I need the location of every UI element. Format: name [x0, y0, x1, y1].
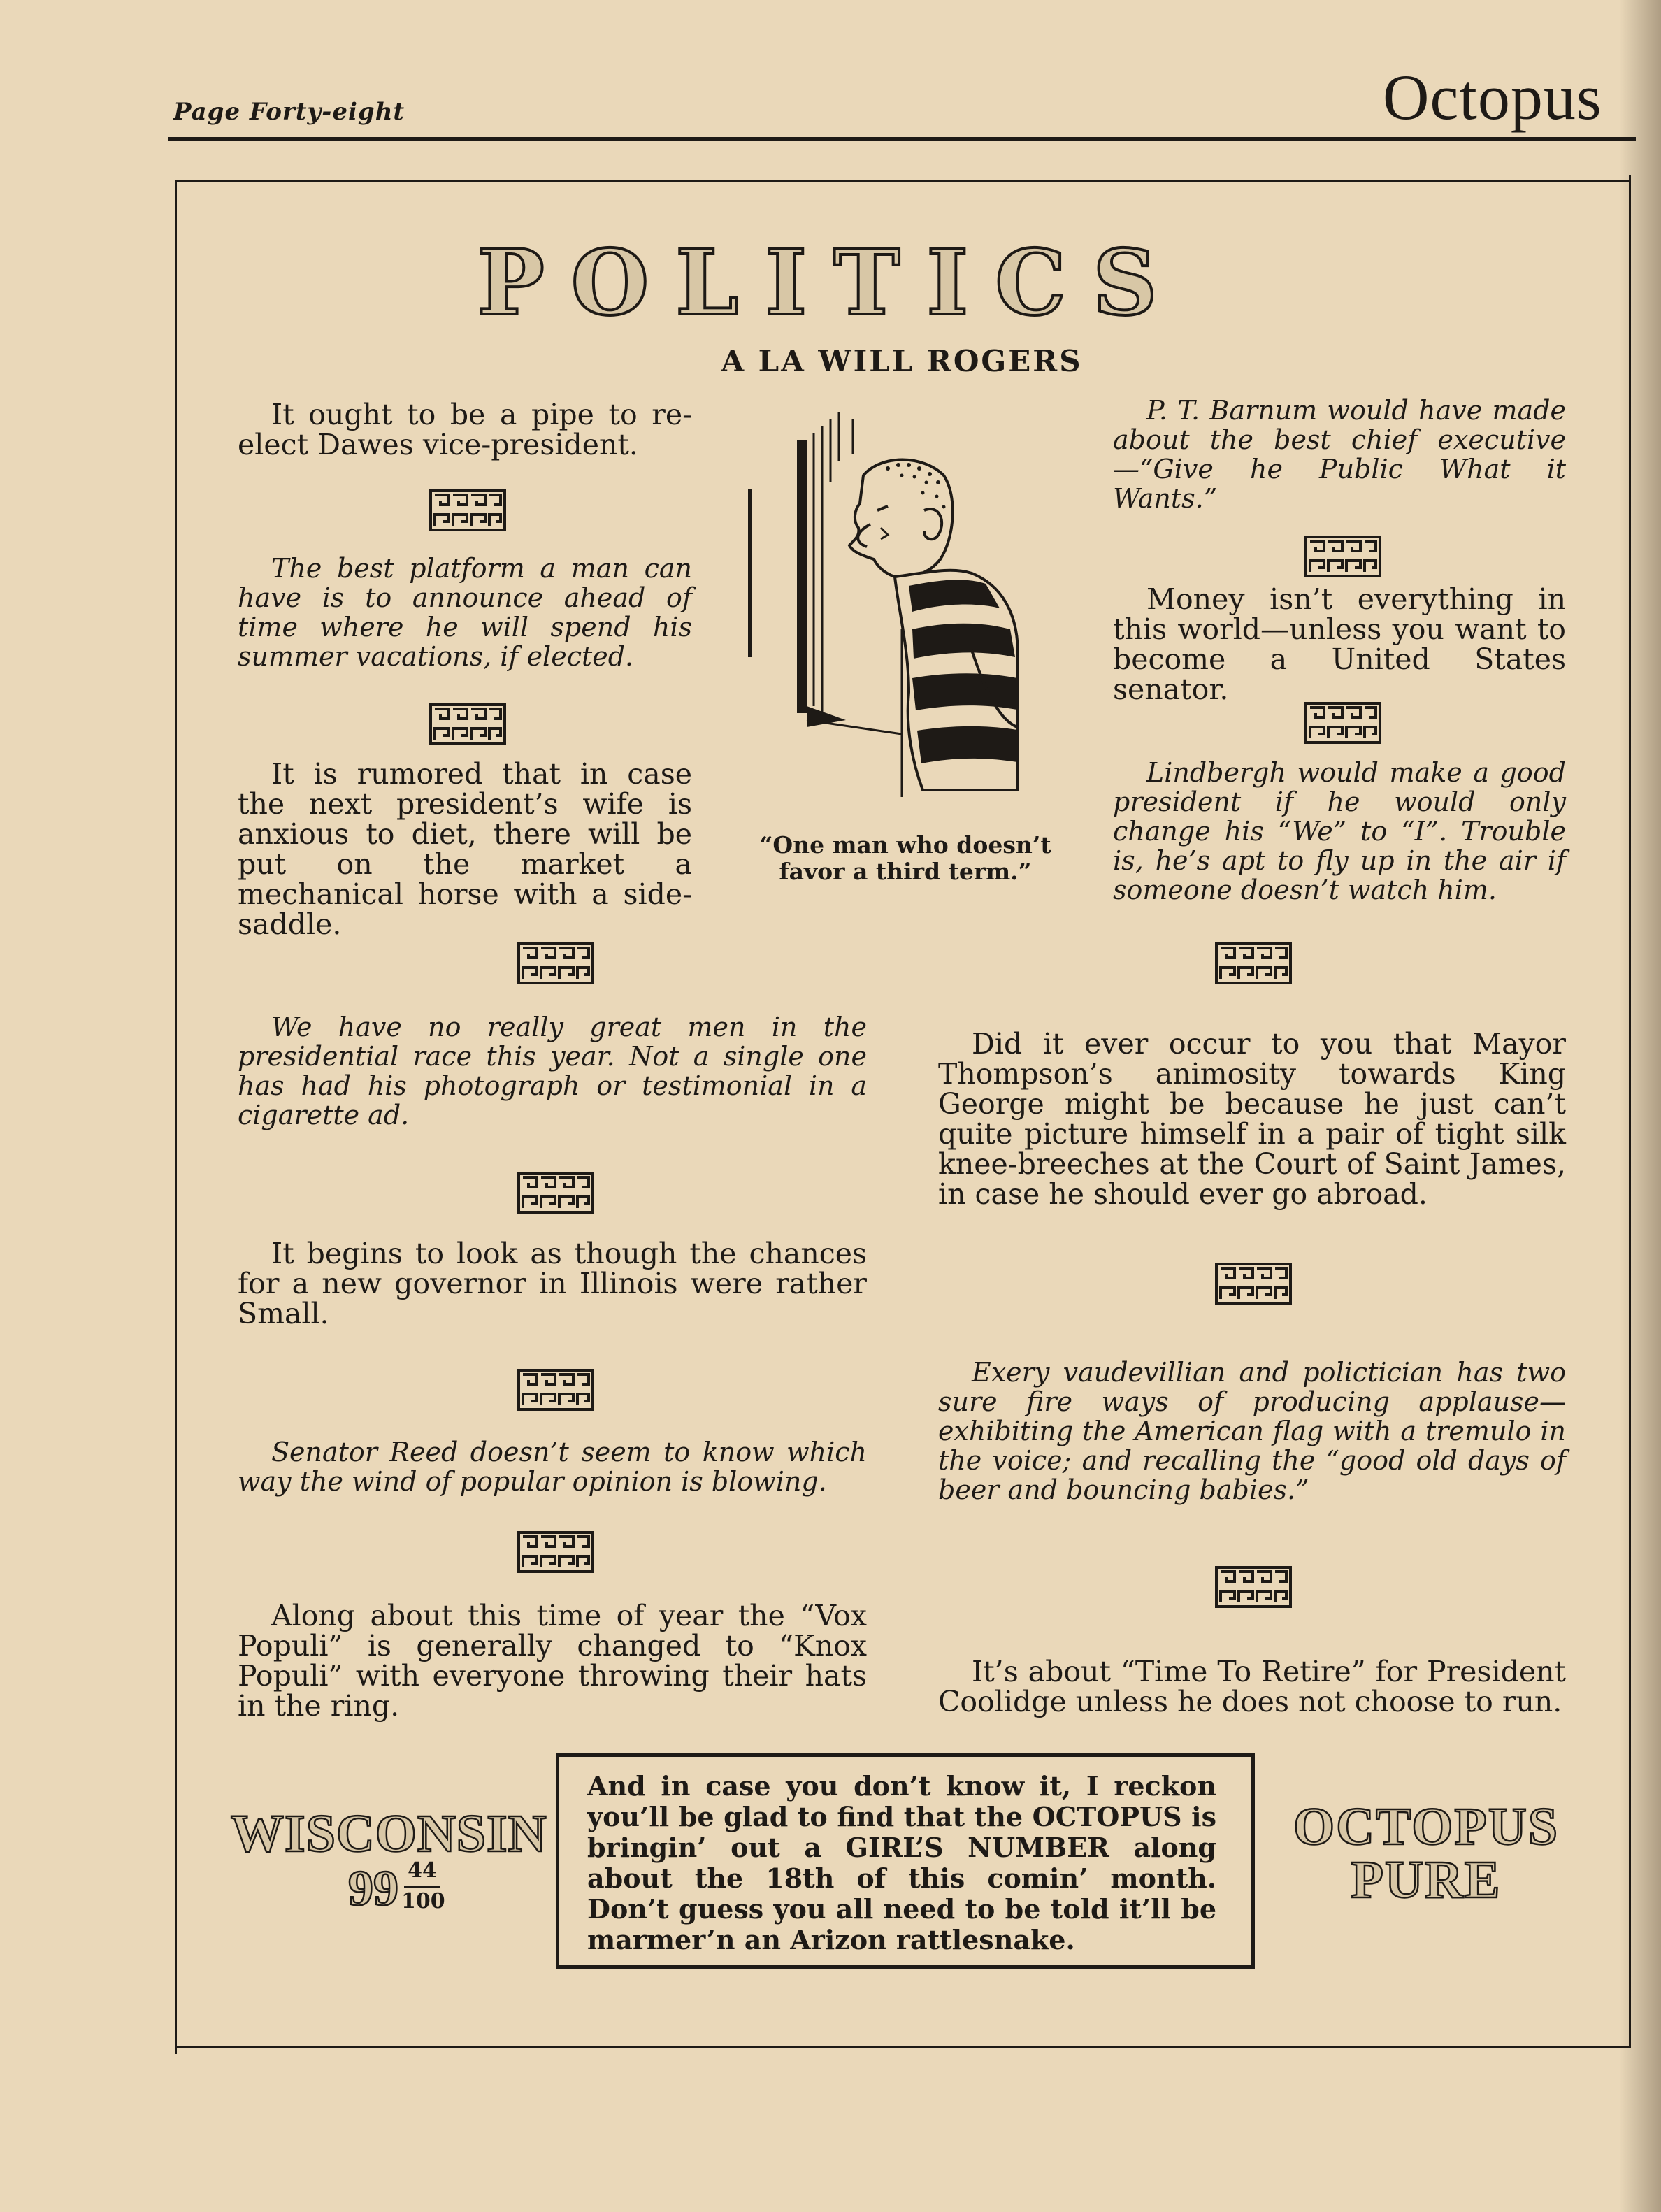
cartoon-caption: “One man who doesn’t favor a third term.”	[759, 831, 1051, 885]
paragraph-vaudevillian: Exery vaudevillian and polictician has two sure fire ways of producing applause—exhibiting the American flag with a tremulo in the voice; and recalling the “good old days of beer and bouncing babies.”	[938, 1357, 1566, 1505]
masthead: Octopus	[1383, 62, 1602, 133]
paragraph-diet: It is rumored that in case the next president’s wife is anxious to diet, there will be put on the market a mechanical horse with a side-saddle.	[238, 757, 692, 941]
footer-pure: PURE	[1351, 1851, 1502, 1909]
notice-text: And in case you don’t know it, I reckon you’ll be glad to find that the OCTOPUS is bringin’ out a GIRL’S NUMBER along about the 18th of this comin’ month. Don’t guess you all need to be told it’ll be marmer’n an Arizon rattlesnake.	[587, 1770, 1216, 1955]
article-subtitle: A LA WILL ROGERS	[721, 344, 1083, 378]
paragraph-platform: The best platform a man can have is to announce ahead of time where he will spend his summer vacations, if elected.	[238, 553, 692, 672]
paragraph-money: Money isn’t everything in this world—unless you want to become a United States senator.	[1113, 582, 1566, 706]
ornament-icon	[517, 1531, 594, 1573]
ornament-icon	[517, 1369, 594, 1411]
paragraph-illinois: It begins to look as though the chances for a new governor in Illinois were rather Small.	[238, 1237, 867, 1330]
paragraph-barnum: P. T. Barnum would have made about the best chief executive—“Give he Public What it Wants.”	[1113, 395, 1566, 514]
ornament-icon	[517, 1172, 594, 1214]
notice-box	[556, 1753, 1255, 1969]
footer-wisconsin: WISCONSIN	[231, 1804, 547, 1863]
paragraph-coolidge: It’s about “Time To Retire” for President Coolidge unless he does not choose to run.	[938, 1655, 1566, 1718]
cartoon-illustration	[741, 398, 1077, 828]
ornament-icon	[517, 942, 594, 984]
frame-left	[175, 180, 177, 2054]
ornament-icon	[429, 703, 506, 745]
ornament-icon	[1304, 536, 1381, 577]
ornament-icon	[1304, 702, 1381, 744]
page-label: Page Forty-eight	[173, 98, 405, 126]
footer-fraction-numerator: 44	[408, 1858, 437, 1883]
paragraph-reed: Senator Reed doesn’t seem to know which way the wind of popular opinion is blowing.	[238, 1437, 867, 1497]
paragraph-dawes: It ought to be a pipe to re-elect Dawes vice-president.	[238, 398, 692, 461]
ornament-icon	[429, 489, 506, 531]
paragraph-great-men: We have no really great men in the presidential race this year. Not a single one has had his photograph or testimonial in a cigarette ad.	[238, 1012, 867, 1130]
frame-bottom	[175, 2046, 1631, 2048]
frame-top	[175, 180, 1629, 182]
article-title: POLITICS	[477, 231, 1184, 336]
header-rule	[168, 137, 1636, 141]
paragraph-vox-populi: Along about this time of year the “Vox Populi” is generally changed to “Knox Populi” with everyone throwing their hats in the ring.	[238, 1599, 867, 1723]
paragraph-thompson: Did it ever occur to you that Mayor Thompson’s animosity towards King George might be because he just can’t quite picture himself in a pair of tight silk knee-breeches at the Court of Saint James, in case he should ever go abroad.	[938, 1027, 1566, 1211]
paragraph-lindbergh: Lindbergh would make a good president if he would only change his “We” to “I”. Trouble is, he’s apt to fly up in the air if someone doesn’t watch him.	[1113, 757, 1566, 905]
ornament-icon	[1215, 942, 1292, 984]
footer-wisconsin-number: 99	[348, 1860, 398, 1916]
ornament-icon	[1215, 1263, 1292, 1305]
footer-fraction-bar	[404, 1886, 440, 1888]
footer-octopus: OCTOPUS	[1293, 1797, 1559, 1856]
footer-fraction-denominator: 100	[401, 1889, 445, 1913]
frame-right	[1629, 175, 1631, 2048]
ornament-icon	[1215, 1566, 1292, 1608]
